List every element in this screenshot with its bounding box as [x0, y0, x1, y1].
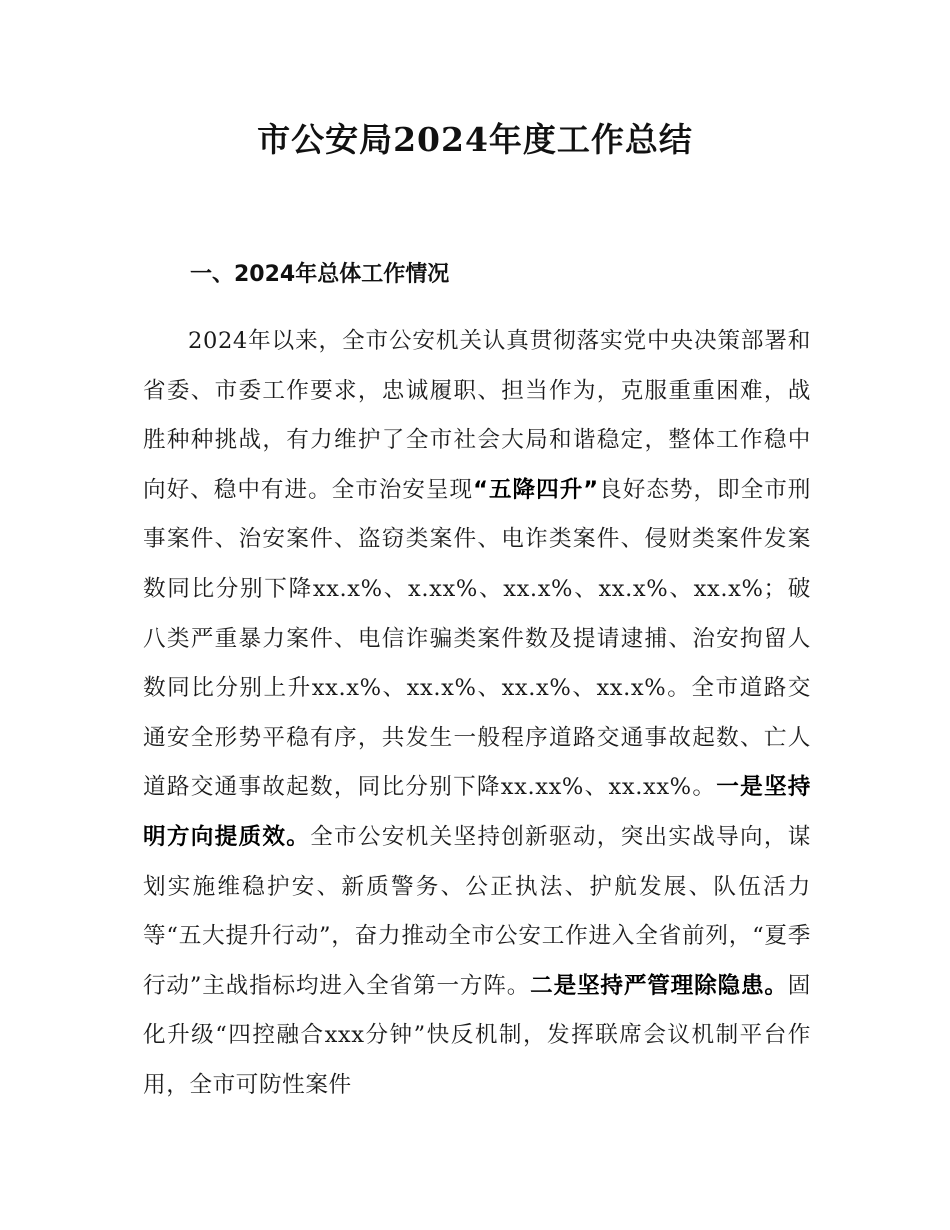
- body-paragraph: [143, 317, 811, 1111]
- section-heading: 一、2024年总体工作情况: [190, 262, 450, 287]
- paragraph-text-part-3: 全市公安机关坚持创新驱动，突出实战导向，谋划实施维稳护安、新质警务、公正执法、护航发展、队伍活力等“五大提升行动”，奋力推动全市公安工作进入全省前列，“夏季行动”主战指标均进入全省第一方阵。: [143, 823, 811, 999]
- document-title: 市公安局2024年度工作总结: [257, 120, 693, 159]
- paragraph-text-part-4: 固化升级“四控融合xxx分钟”快反机制，发挥联席会议机制平台作用，全市可防性案件: [143, 972, 811, 1098]
- paragraph-text-part-2: 良好态势，即全市刑事案件、治安案件、盗窃类案件、电诈类案件、侵财类案件发案数同比分别下降xx.x%、x.xx%、xx.x%、xx.x%、xx.x%；破八类严重暴力案件、电信诈骗类案件数及提请逮捕、治安拘留人数同比分别上升xx.x%、xx.x%、xx.x%、xx.x%。全市道路交通安全形势平稳有序，共发生一般程序道路交通事故起数、亡人道路交通事故起数，同比分别下降xx.xx%、xx.xx%。: [143, 476, 811, 801]
- highlight-point-one: 一是坚持明方向提质效。: [143, 774, 812, 850]
- paragraph-text-part-1: 2024年以来，全市公安机关认真贯彻落实党中央决策部署和省委、市委工作要求，忠诚履职、担当作为，克服重重困难，战胜种种挑战，有力维护了全市社会大局和谐稳定，整体工作稳中向好、稳中有进。全市治安呈现: [143, 328, 811, 503]
- highlight-five-down-four-up: “五降四升”: [473, 476, 599, 503]
- highlight-point-two: 二是坚持严管理除隐患。: [530, 972, 788, 999]
